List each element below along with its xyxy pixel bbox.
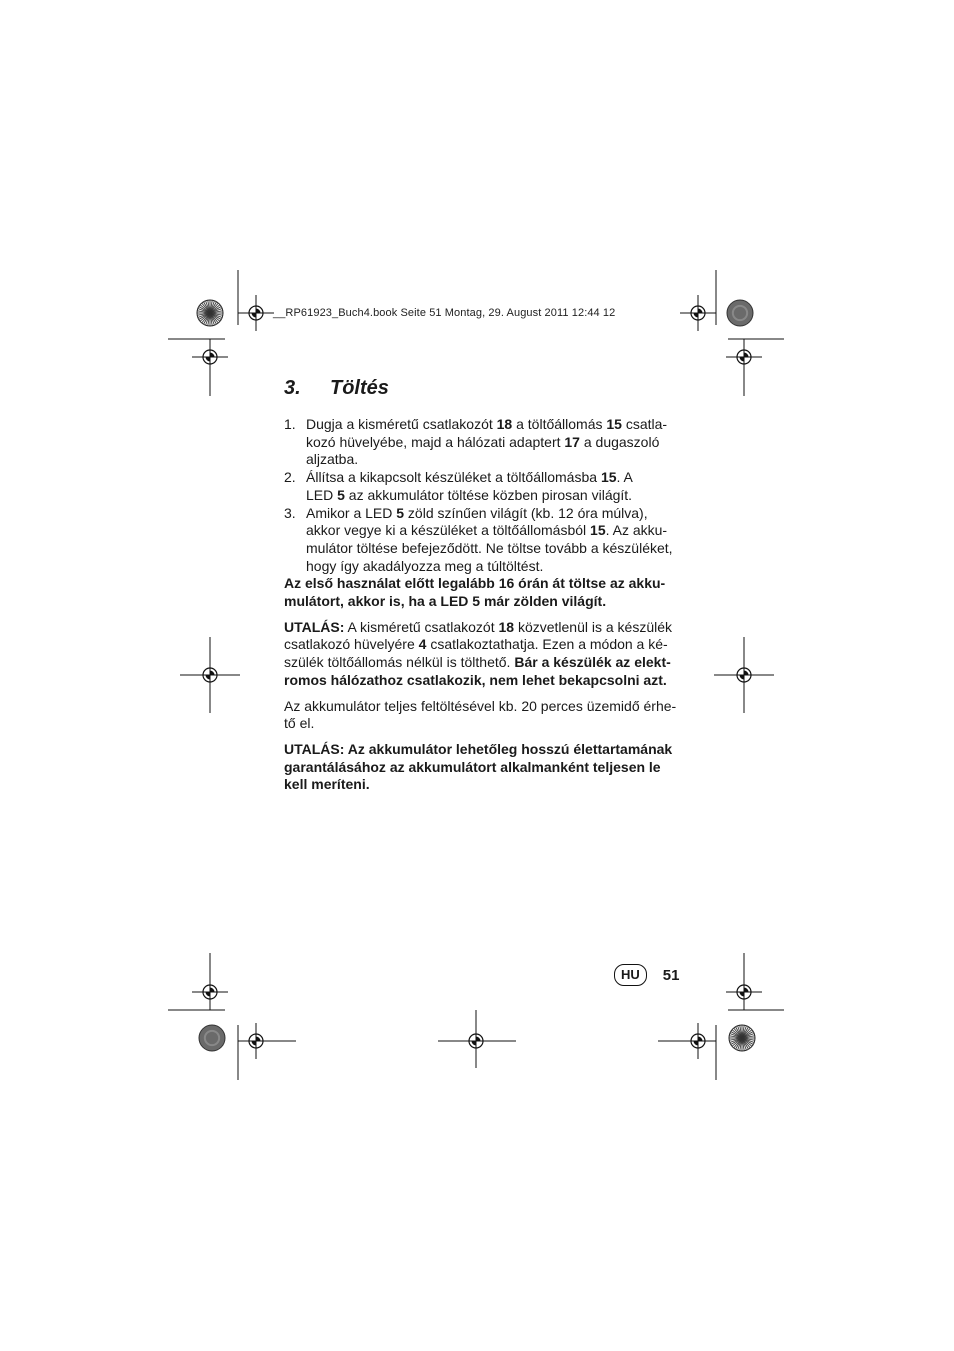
- halftone-registration-icon: [727, 300, 753, 326]
- step-item: [284, 469, 686, 504]
- step-text: Amikor a LED 5 zöld színűen világít (kb. 12 óra múlva), akkor vegye ki a készüléket a töltőállomásból 15. Az akku- mulátor töltése befejeződött. Ne töltse tovább a készüléket, hogy így akadályozza meg a túltöltést.: [306, 504, 673, 574]
- note-direct-charge: UTALÁS: A kisméretű csatlakozót 18 közvetlenül is a készülék csatlakozó hüvelyére 4 csatlakoztathatja. Ezen a módon a ké- szülék töltőállomás nélkül is tölthető. Bár a készülék az elekt- romos hálózathoz csatlakozik, nem lehet bekapcsolni azt.: [284, 618, 673, 688]
- starburst-registration-icon: [197, 300, 223, 326]
- section-title: Töltés: [330, 377, 389, 399]
- page-number: 51: [662, 966, 680, 984]
- language-badge: HU: [614, 964, 647, 986]
- charging-steps: [284, 416, 686, 575]
- section-number: 3.: [284, 377, 301, 399]
- crosshair-target-icon: [680, 295, 716, 331]
- halftone-registration-icon: [199, 1025, 225, 1051]
- crosshair-target-icon: [192, 974, 228, 1010]
- step-number: 2.: [284, 469, 296, 486]
- step-number: 1.: [284, 416, 296, 432]
- page-content: [284, 416, 686, 794]
- runtime-info: Az akkumulátor teljes feltöltésével kb. 20 perces üzemidő érhe- tő el.: [284, 697, 677, 732]
- step-number: 3.: [284, 504, 296, 521]
- starburst-registration-icon: [729, 1025, 755, 1051]
- step-item: [284, 505, 686, 576]
- page-footer: [614, 964, 679, 986]
- step-text: Dugja a kisméretű csatlakozót 18 a töltőállomás 15 csatla- kozó hüvelyébe, majd a hálózati adaptert 17 a dugaszoló aljzatba.: [306, 416, 668, 468]
- step-text: Állítsa a kikapcsolt készüléket a töltőállomásba 15. A LED 5 az akkumulátor töltése közben pirosan világít.: [306, 469, 633, 503]
- first-use-warning: Az első használat előtt legalább 16 órán át töltse az akku- mulátort, akkor is, ha a LED 5 már zölden világít.: [284, 575, 666, 610]
- crosshair-target-icon: [726, 974, 762, 1010]
- note-battery-life: UTALÁS: Az akkumulátor lehetőleg hosszú élettartamának garantálásához az akkumulátort alkalmanként teljesen le kell meríteni.: [284, 740, 673, 793]
- section-heading: [284, 377, 389, 400]
- crosshair-target-icon: [238, 295, 274, 331]
- print-file-header: __RP61923_Buch4.book Seite 51 Montag, 29. August 2011 12:44 12: [273, 307, 616, 319]
- crosshair-target-icon: [714, 645, 774, 705]
- step-item: [284, 416, 686, 469]
- crosshair-target-icon: [180, 645, 240, 705]
